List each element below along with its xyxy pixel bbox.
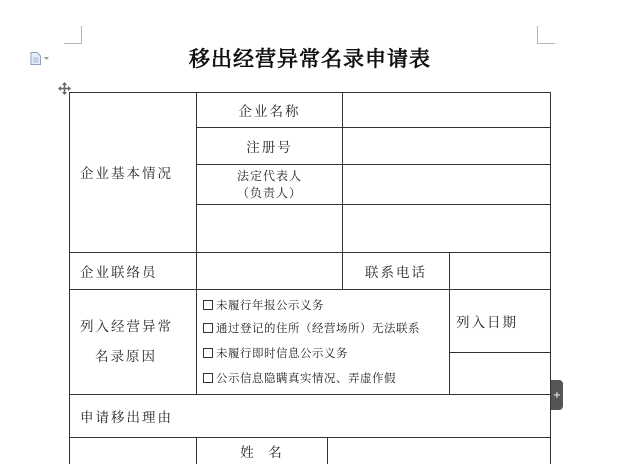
label-listing-date: 列入日期 <box>456 315 518 331</box>
label-name: 姓 名 <box>240 445 284 461</box>
label-company-name: 企业名称 <box>238 104 301 120</box>
page-title: 移出经营异常名录申请表 <box>189 46 431 71</box>
legal-rep-line2: （负责人） <box>236 185 302 200</box>
reason-text-4: 公示信息隐瞒真实情况、弄虚作假 <box>216 371 396 385</box>
field-phone[interactable] <box>450 253 550 289</box>
field-company-name[interactable] <box>343 93 550 127</box>
label-listing-reason-line1: 列入经营异常 <box>80 319 173 335</box>
reason-text-3: 未履行即时信息公示义务 <box>216 346 348 360</box>
checkbox-reason-1[interactable] <box>203 300 213 310</box>
field-name[interactable] <box>328 438 550 464</box>
field-liaison[interactable] <box>197 253 342 289</box>
checkbox-reason-3[interactable] <box>203 348 213 358</box>
label-removal-reason: 申请移出理由 <box>80 410 173 426</box>
reason-option-4[interactable] <box>203 370 396 386</box>
plus-icon: + <box>552 389 562 401</box>
page-corner-top-left <box>64 26 82 44</box>
field-legal-representative[interactable] <box>343 165 550 204</box>
field-reg-no[interactable] <box>343 128 550 164</box>
field-removal-reason[interactable] <box>197 395 550 437</box>
page-corner-top-right <box>537 26 555 44</box>
label-reg-no: 注册号 <box>246 140 293 156</box>
table-add-column-tab[interactable] <box>551 380 563 410</box>
label-listing-reason-line2: 名录原因 <box>95 349 157 365</box>
label-liaison: 企业联络员 <box>80 265 158 281</box>
checkbox-reason-2[interactable] <box>203 323 213 333</box>
reason-text-1: 未履行年报公示义务 <box>216 298 324 312</box>
reason-option-1[interactable] <box>203 297 324 313</box>
field-blank-right[interactable] <box>343 205 550 252</box>
label-phone: 联系电话 <box>365 265 427 281</box>
label-basic-info: 企业基本情况 <box>80 166 173 182</box>
reason-option-3[interactable] <box>203 345 348 361</box>
field-listing-date[interactable] <box>450 353 550 394</box>
legal-rep-line1: 法定代表人 <box>236 168 302 183</box>
reason-option-2[interactable] <box>203 320 420 336</box>
label-legal-representative <box>197 165 342 204</box>
checkbox-reason-4[interactable] <box>203 373 213 383</box>
reason-text-2: 通过登记的住所（经营场所）无法联系 <box>216 321 420 335</box>
field-blank-left[interactable] <box>197 205 342 252</box>
